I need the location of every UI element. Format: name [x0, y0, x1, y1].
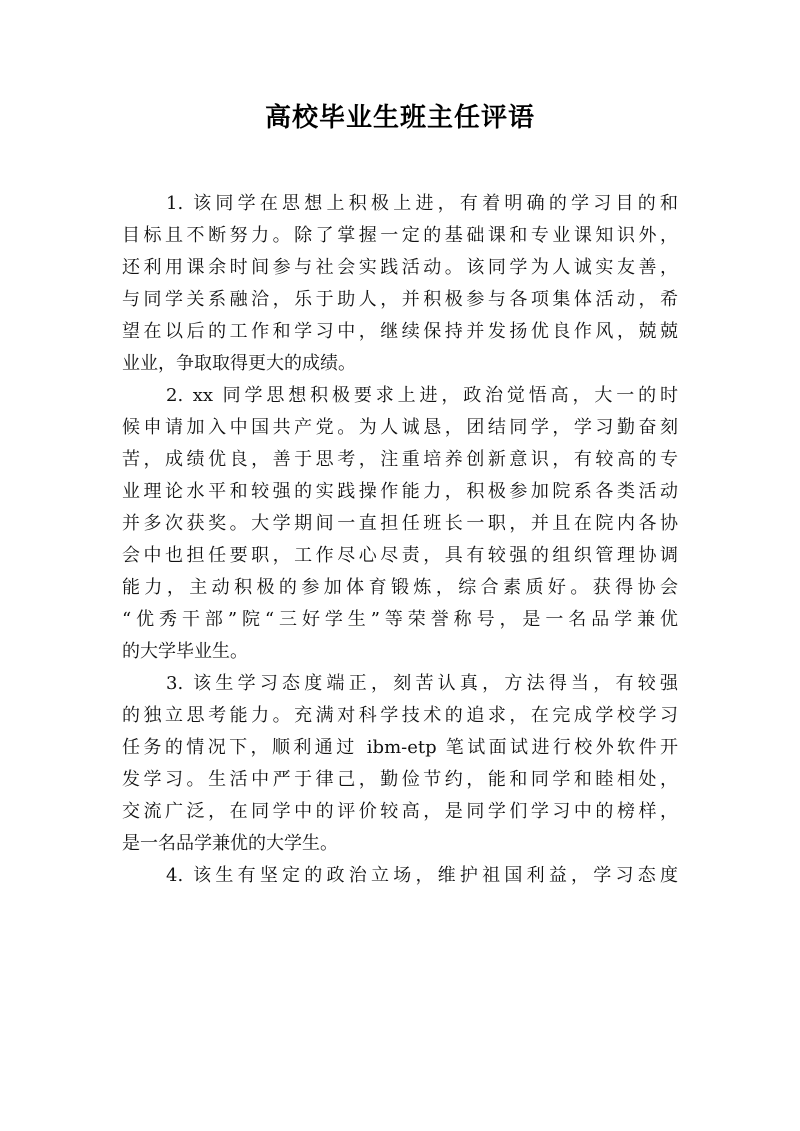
text-line: 是一名品学兼优的大学生。: [122, 833, 338, 854]
text-line: 与同学关系融洽，乐于助人，并积极参与各项集体活动，希: [122, 289, 678, 310]
text-line: 2. xx 同学思想积极要求上进，政治觉悟高，大一的时: [166, 385, 678, 406]
text-line: 还利用课余时间参与社会实践活动。该同学为人诚实友善，: [122, 257, 678, 278]
text-line: 交流广泛，在同学中的评价较高，是同学们学习中的榜样，: [122, 801, 678, 822]
text-line: 业理论水平和较强的实践操作能力，积极参加院系各类活动: [122, 481, 678, 502]
text-line: 望在以后的工作和学习中，继续保持并发扬优良作风，兢兢: [122, 321, 678, 342]
text-line: “优秀干部”院“三好学生”等荣誉称号，是一名品学兼优: [122, 609, 678, 630]
text-line: 的独立思考能力。充满对科学技术的追求，在完成学校学习: [122, 705, 678, 726]
text-line: 业业，争取取得更大的成绩。: [122, 353, 356, 374]
text-line: 能力，主动积极的参加体育锻炼，综合素质好。获得协会: [122, 577, 678, 598]
text-line: 目标且不断努力。除了掌握一定的基础课和专业课知识外，: [122, 225, 678, 246]
paragraph-4: [122, 860, 678, 892]
document-body: [122, 188, 678, 892]
text-line: 3. 该生学习态度端正，刻苦认真，方法得当，有较强: [166, 673, 678, 694]
text-line: 的大学毕业生。: [122, 641, 248, 662]
document-title: 高校毕业生班主任评语: [264, 103, 535, 133]
text-line: 4. 该生有坚定的政治立场，维护祖国利益，学习态度: [166, 865, 678, 886]
paragraph-1: [122, 188, 678, 380]
text-line: 并多次获奖。大学期间一直担任班长一职，并且在院内各协: [122, 513, 678, 534]
text-line: 苦，成绩优良，善于思考，注重培养创新意识，有较高的专: [122, 449, 678, 470]
text-line: 发学习。生活中严于律己，勤俭节约，能和同学和睦相处，: [122, 769, 678, 790]
text-line: 1. 该同学在思想上积极上进，有着明确的学习目的和: [166, 193, 678, 214]
paragraph-3: [122, 668, 678, 860]
text-line: 会中也担任要职，工作尽心尽责，具有较强的组织管理协调: [122, 545, 678, 566]
text-line: 任务的情况下，顺利通过 ibm-etp 笔试面试进行校外软件开: [122, 737, 678, 758]
text-line: 候申请加入中国共产党。为人诚恳，团结同学，学习勤奋刻: [122, 417, 678, 438]
paragraph-2: [122, 380, 678, 668]
